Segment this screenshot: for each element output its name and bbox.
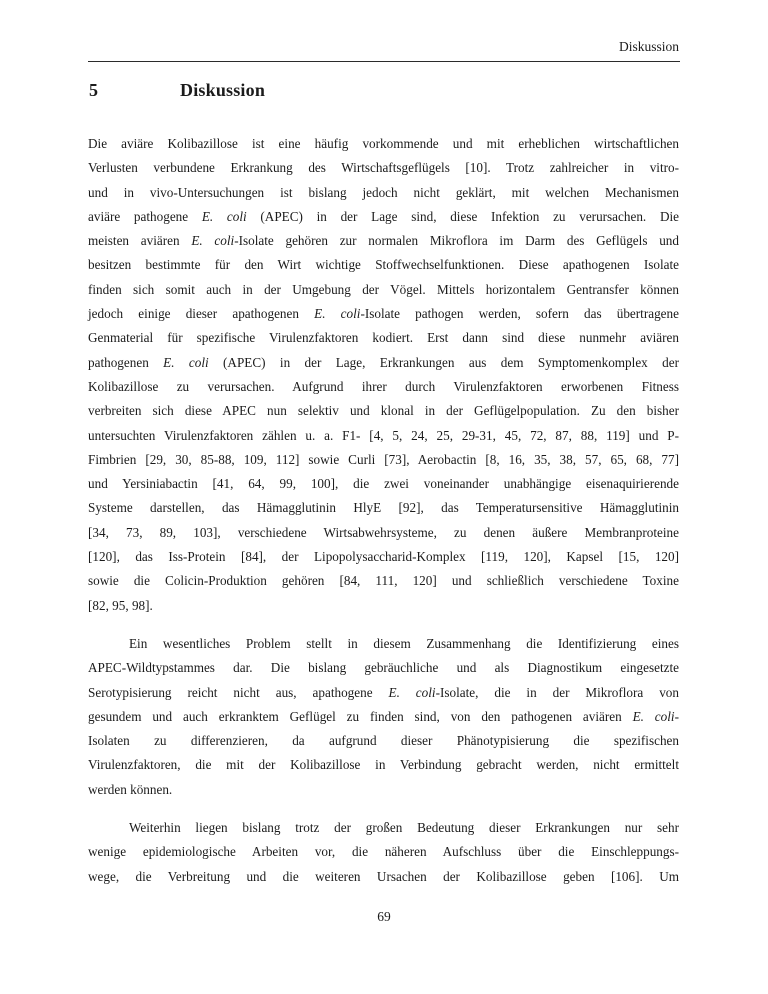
header-rule <box>88 61 680 62</box>
running-header-title: Diskussion <box>618 39 679 54</box>
text-line: und in vivo-Untersuchungen ist bislang jedoch nicht geklärt, mit welchen Mechanismen <box>88 184 679 200</box>
text-line: aviäre pathogene E. coli (APEC) in der Lage sind, diese Infektion zu verursachen. Die <box>88 208 679 224</box>
text-line: gesundem und auch erkranktem Geflügel zu finden sind, von den pathogenen aviären E. coli- <box>88 708 679 724</box>
text-line: Weiterhin liegen bislang trotz der großen Bedeutung dieser Erkrankungen nur sehr <box>129 820 679 836</box>
text-line: [120], das Iss-Protein [84], der Lipopolysaccharid-Komplex [119, 120], Kapsel [15, 120] <box>88 549 679 565</box>
text-line: Systeme darstellen, das Hämagglutinin HlyE [92], das Temperatursensitive Hämagglutinin <box>88 500 679 516</box>
text-line: Ein wesentliches Problem stellt in diesem Zusammenhang die Identifizierung eines <box>129 635 679 651</box>
paragraph <box>88 816 679 889</box>
page-number: 69 <box>377 909 391 924</box>
text-line: Kolibazillose zu verursachen. Aufgrund ihrer durch Virulenzfaktoren erworbenen Fitness <box>88 378 679 394</box>
body-paragraphs <box>88 132 679 889</box>
paragraph <box>88 132 679 618</box>
text-line: [34, 73, 89, 103], verschiedene Wirtsabwehrsysteme, zu denen äußere Membranproteine <box>88 524 679 540</box>
text-line: Verlusten verbundene Erkrankung des Wirtschaftsgeflügels [10]. Trotz zahlreicher in vitro- <box>88 160 679 176</box>
section-title: Diskussion <box>180 80 266 100</box>
text-line: Genmaterial für spezifische Virulenzfaktoren kodiert. Erst dann sind diese nunmehr aviären <box>88 330 679 346</box>
text-line: Virulenzfaktoren, die mit der Kolibazillose in Verbindung gebracht werden, nicht ermittelt <box>88 757 679 773</box>
text-line: pathogenen E. coli (APEC) in der Lage, Erkrankungen aus dem Symptomenkomplex der <box>88 354 679 370</box>
text-line: wenige epidemiologische Arbeiten vor, die näheren Aufschluss über die Einschleppungs- <box>88 844 679 860</box>
section-heading <box>89 80 265 101</box>
running-header <box>88 39 679 55</box>
text-line: verbreiten sich diese APEC nun selektiv und klonal in der Geflügelpopulation. Zu den bisher <box>88 403 679 419</box>
text-line: Serotypisierung reicht nicht aus, apathogene E. coli-Isolate, die in der Mikroflora von <box>88 684 679 700</box>
text-line: finden sich somit auch in der Umgebung der Vögel. Mittels horizontalem Gentransfer können <box>88 281 679 297</box>
paragraph <box>88 632 679 802</box>
text-line: wege, die Verbreitung und die weiteren Ursachen der Kolibazillose geben [106]. Um <box>88 868 679 884</box>
text-line: untersuchten Virulenzfaktoren zählen u. a. F1- [4, 5, 24, 25, 29-31, 45, 72, 87, 88, 119] und P- <box>88 427 679 443</box>
text-line: werden können. <box>88 781 173 797</box>
text-line: jedoch einige dieser apathogenen E. coli-Isolate pathogen werden, sofern das übertragene <box>88 306 679 322</box>
text-line: Isolaten zu differenzieren, da aufgrund dieser Phänotypisierung die spezifischen <box>88 733 679 749</box>
text-line: sowie die Colicin-Produktion gehören [84, 111, 120] und schließlich verschiedene Toxine <box>88 573 679 589</box>
text-line: und Yersiniabactin [41, 64, 99, 100], die zwei voneinander unabhängige eisenaquirierende <box>88 476 679 492</box>
text-line: Die aviäre Kolibazillose ist eine häufig vorkommende und mit erheblichen wirtschaftlichen <box>88 136 679 151</box>
text-line: besitzen bestimmte für den Wirt wichtige Stoffwechselfunktionen. Diese apathogenen Isolate <box>88 257 679 273</box>
section-number: 5 <box>89 80 99 100</box>
text-line: meisten aviären E. coli-Isolate gehören zur normalen Mikroflora im Darm des Geflügels und <box>88 233 679 249</box>
text-line: [82, 95, 98]. <box>88 597 153 613</box>
text-line: APEC-Wildtypstammes dar. Die bislang gebräuchliche und als Diagnostikum eingesetzte <box>88 660 679 676</box>
text-line: Fimbrien [29, 30, 85-88, 109, 112] sowie Curli [73], Aerobactin [8, 16, 35, 38, 57, 65, 68, 77] <box>88 451 679 467</box>
